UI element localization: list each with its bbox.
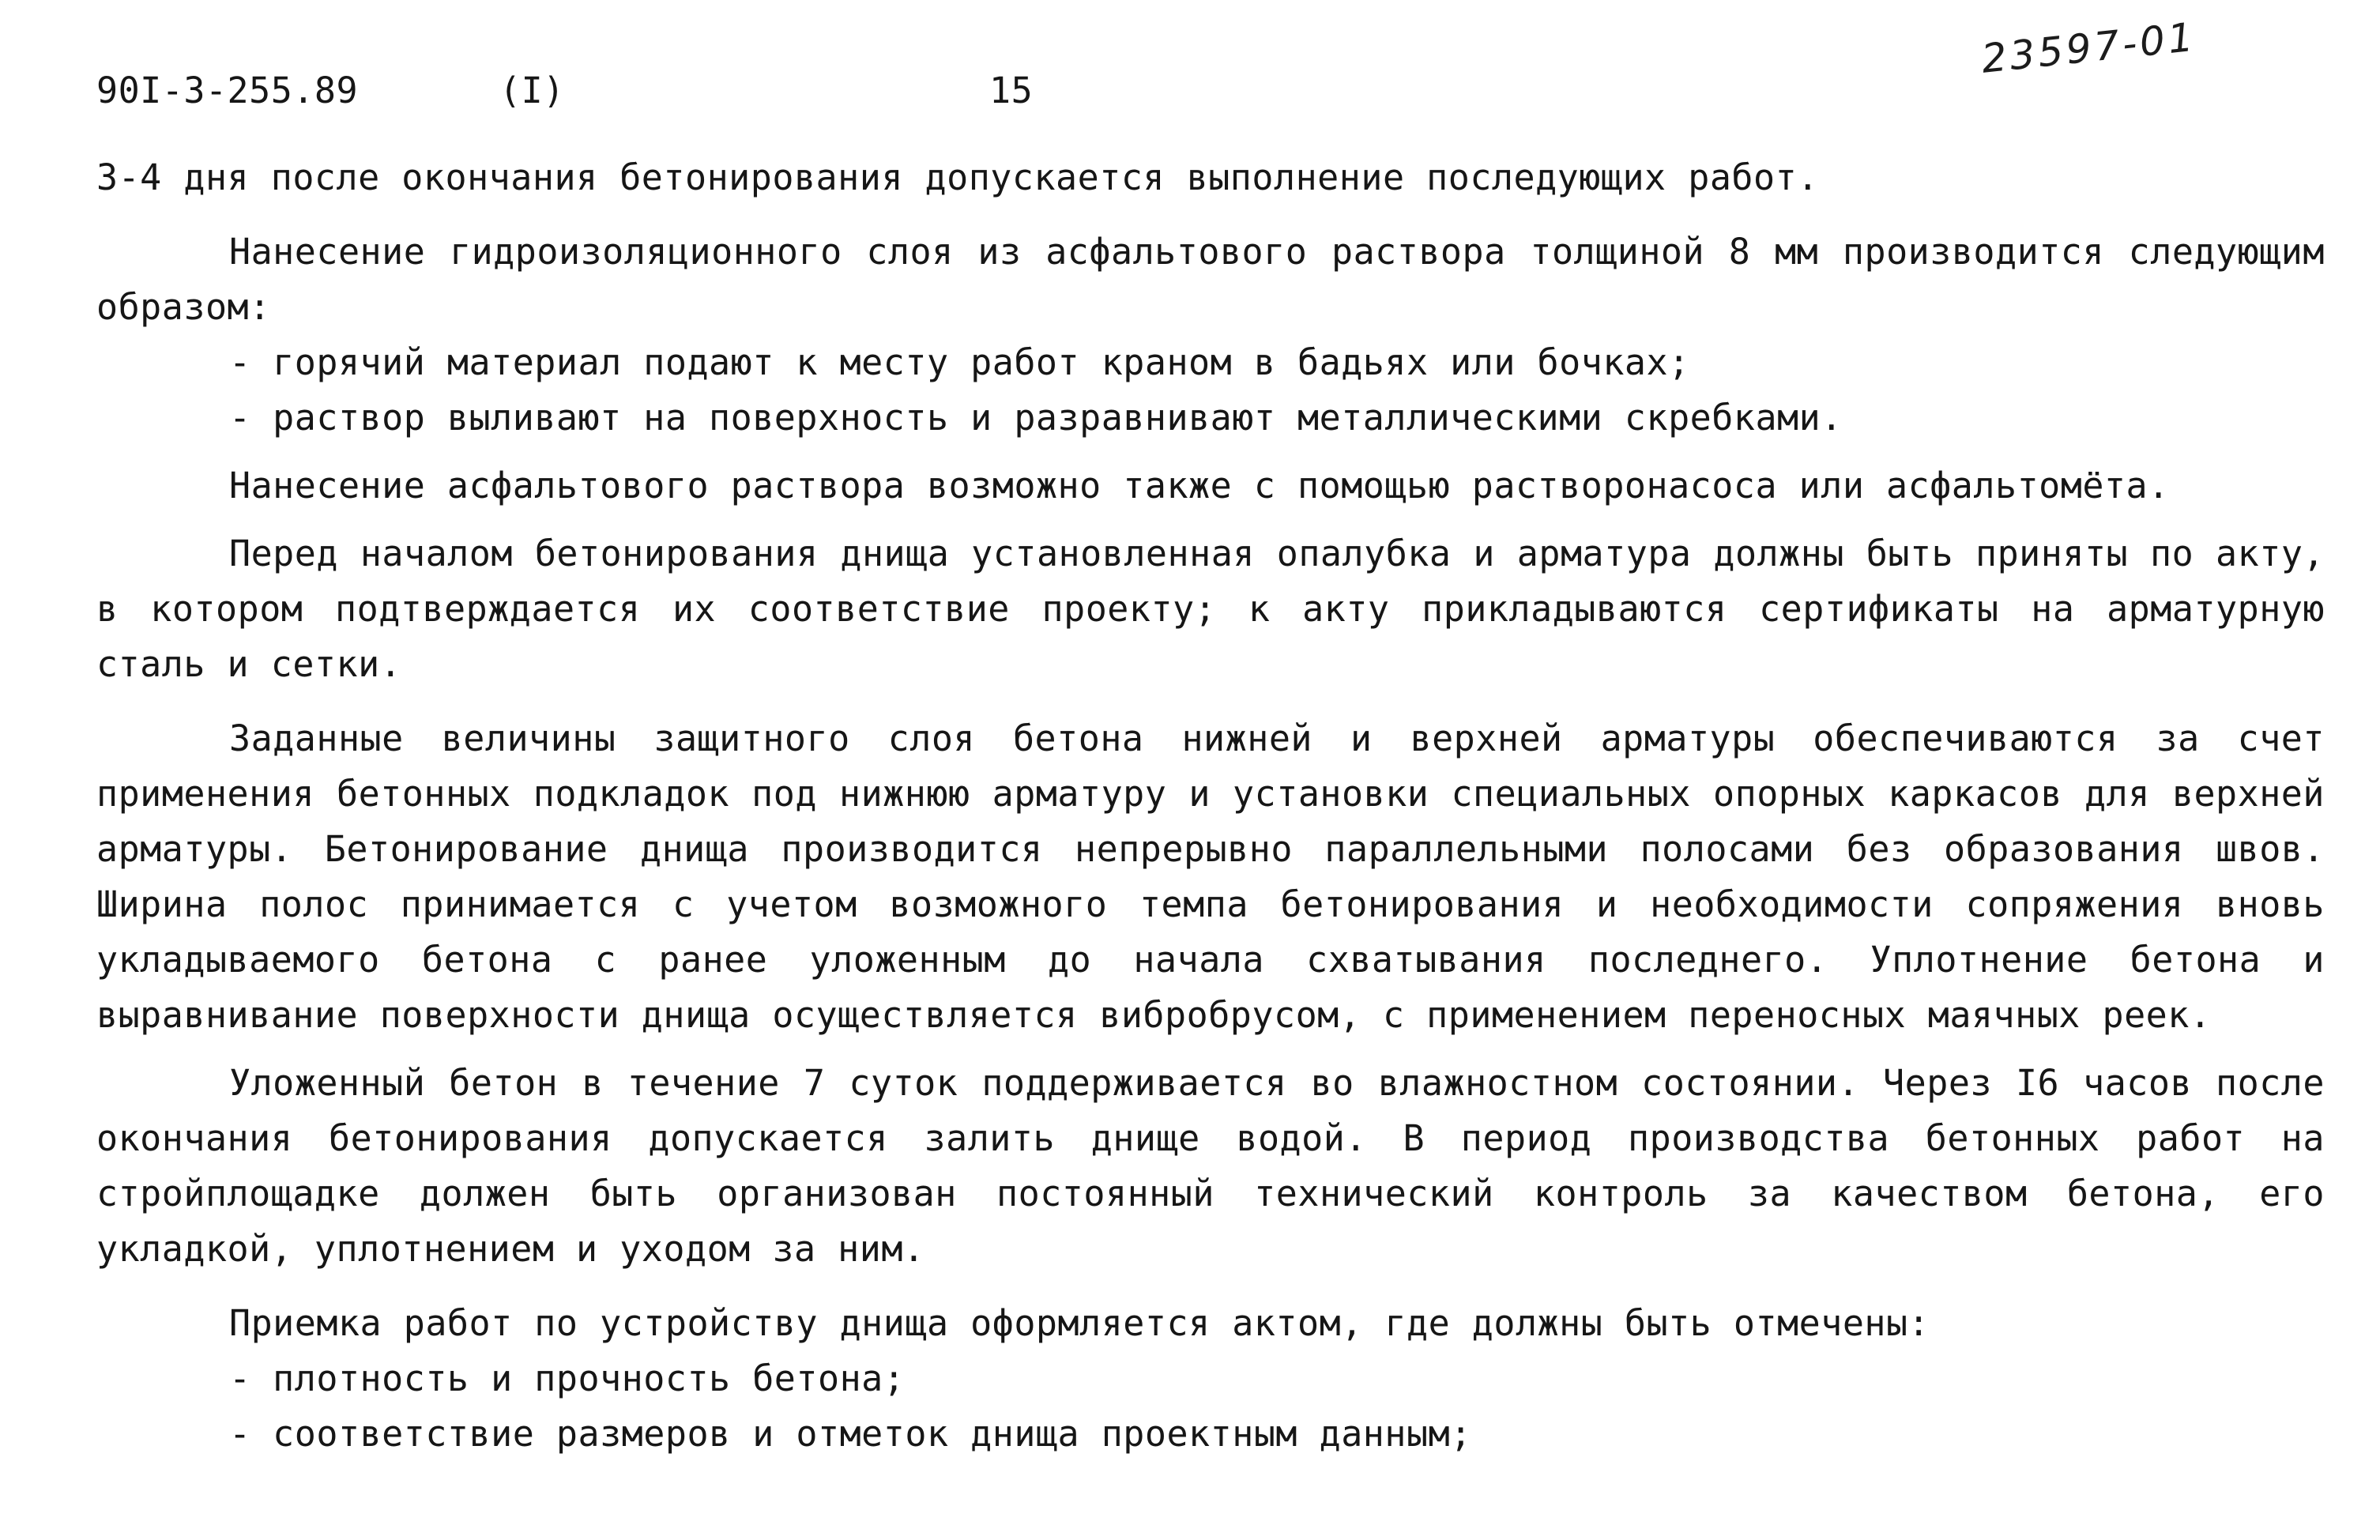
paragraph-formwork-acceptance: Перед началом бетонирования днища установленная опалубка и арматура должны быть приняты по акту, в котором подтверждается их соответствие проекту; к акту прикладываются сертификаты на арматурную сталь и сетки. (96, 533, 2325, 685)
list-item: - плотность и прочность бетона; (229, 1357, 906, 1399)
paragraph-continuation: 3-4 дня после окончания бетонирования допускается выполнение последующих работ. (96, 156, 1819, 198)
handwritten-inventory-number: 23597-01 (1979, 13, 2199, 82)
list-item: - раствор выливают на поверхность и разравнивают металлическими скребками. (229, 397, 1843, 439)
list-item: - горячий материал подают к месту работ краном в бадьях или бочках; (229, 341, 1690, 383)
sheet-mark: (I) (499, 70, 565, 111)
paragraph-protective-layer: Заданные величины защитного слоя бетона нижней и верхней арматуры обеспечиваются за счет применения бетонных подкладок под нижнюю арматуру и установки специальных опорных каркасов для верхней арматуры. Бетонирование днища производится непрерывно параллельными полосами без образования швов. Ширина полос принимается с учетом возможного темпа бетонирования и необходимости сопряжения вновь укладываемого бетона с ранее уложенным до начала схватывания последнего. Уплотнение бетона и выравнивание поверхности днища осуществляется вибробрусом, с применением переносных маячных реек. (96, 717, 2325, 1036)
page-header (96, 13, 2309, 126)
list-item: - соответствие размеров и отметок днища проектным данным; (229, 1413, 1472, 1455)
paragraph-curing: Уложенный бетон в течение 7 суток поддерживается во влажностном состоянии. Через I6 часов после окончания бетонирования допускается залить днище водой. В период производства бетонных работ на стройплощадке должен быть организован постоянный технический контроль за качеством бетона, его укладкой, уплотнением и уходом за ним. (96, 1062, 2325, 1270)
document-code: 90I-3-255.89 (96, 70, 359, 111)
paragraph-acceptance: Приемка работ по устройству днища оформляется актом, где должны быть отмечены: (229, 1302, 1930, 1344)
page-number: 15 (989, 70, 1034, 111)
paragraph-asphalt-application: Нанесение асфальтового раствора возможно также с помощью растворонасоса или асфальтомёта. (229, 465, 2170, 506)
paragraph-waterproofing: Нанесение гидроизоляционного слоя из асфальтового раствора толщиной 8 мм производится следующим образом: (96, 231, 2325, 328)
document-body (96, 150, 2325, 1462)
